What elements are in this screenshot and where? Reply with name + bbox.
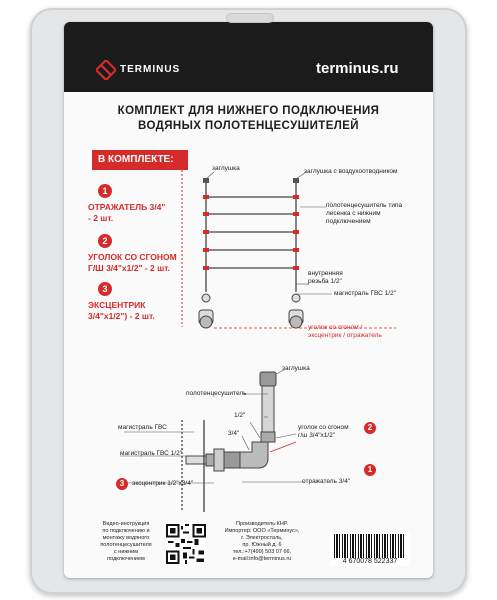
item-1-line-2: - 2 шт. <box>88 213 114 223</box>
label-main-2: магистраль ГВС <box>118 424 167 431</box>
label-thread-2: резьба 1/2" <box>308 278 342 285</box>
label-reflector: отражатель 3/4" <box>302 478 351 485</box>
item-2-line-1: УГОЛОК СО СГОНОМ <box>88 252 177 262</box>
item-3-line-1: ЭКСЦЕНТРИК <box>88 300 146 310</box>
label-half: 1/2" <box>234 412 246 419</box>
item-number-1: 1 <box>98 184 112 198</box>
label-dryer-type-2: лесенка с нижним <box>326 210 381 217</box>
label-dryer-type-3: подключением <box>326 218 371 225</box>
manufacturer-info <box>212 521 312 563</box>
maker-line-2: Импортер: ООО «Терминус», <box>224 528 300 534</box>
label-three-quarter: 3/4" <box>228 430 240 437</box>
maker-line-3: г. Электросталь, <box>241 535 283 541</box>
label-dryer-type-1: полотенцесушитель типа <box>326 202 403 209</box>
item-3-line-2: 3/4"х1/2") - 2 шт. <box>88 311 155 321</box>
brand-name: TERMINUS <box>120 64 181 75</box>
label-fittings-2: эксцентрик / отражатель <box>308 332 382 339</box>
item-2-line-2: Г/Ш 3/4"х1/2" - 2 шт. <box>88 263 171 273</box>
video-instruction <box>88 521 164 563</box>
maker-line-1: Производитель:КНР. <box>235 521 288 527</box>
label-corner-2: г/ш 3/4"х1/2" <box>298 432 336 439</box>
label-fittings-1: уголок со сгоном / <box>308 324 363 331</box>
hang-hole <box>226 13 274 23</box>
package-card <box>64 22 433 578</box>
reflector-number: 1 <box>364 464 376 476</box>
label-dryer-2: полотенцесушитель <box>186 390 247 397</box>
maker-line-4: пр. Южный д. 6 <box>242 542 282 548</box>
item-number-3: 3 <box>98 282 112 296</box>
site-url: terminus.ru <box>316 60 399 77</box>
label-plug: заглушка <box>212 165 240 172</box>
video-line-4: полотенцесушителя <box>100 542 152 548</box>
video-line-5: с нижним <box>114 549 138 555</box>
label-plug-2: заглушка <box>282 365 310 372</box>
barcode-digits: 4 670078 522337 <box>342 558 398 565</box>
kit-badge: В КОМПЛЕКТЕ: <box>92 150 188 170</box>
video-line-2: по подключению и <box>102 528 150 534</box>
item-1-line-1: ОТРАЖАТЕЛЬ 3/4" <box>88 202 166 212</box>
qr-code[interactable] <box>166 524 206 564</box>
barcode-bars <box>334 534 406 558</box>
label-main: магистраль ГВС 1/2" <box>334 290 397 297</box>
label-thread-1: внутренняя <box>308 270 343 277</box>
eccentric-number: 3 <box>116 478 128 490</box>
corner-number: 2 <box>364 422 376 434</box>
label-corner <box>298 424 349 440</box>
label-main-half: магистраль ГВС 1/2" <box>120 450 183 457</box>
video-line-3: монтажу водяного <box>102 535 150 541</box>
title-line-1: КОМПЛЕКТ ДЛЯ НИЖНЕГО ПОДКЛЮЧЕНИЯ <box>117 105 380 117</box>
maker-line-6: e-mail:info@terminus.ru <box>232 556 292 562</box>
title-line-2: ВОДЯНЫХ ПОЛОТЕНЦЕСУШИТЕЛЕЙ <box>138 120 359 132</box>
video-line-1: Видео-инструкция <box>102 521 150 527</box>
label-eccentric: эксцентрик 1/2"х3/4" <box>132 480 194 487</box>
connection-diagram <box>64 22 433 578</box>
maker-line-5: тел.:+7(499) 503 07 66, <box>232 549 292 555</box>
barcode <box>330 532 410 566</box>
label-plug-vent: заглушка с воздухоотводником <box>304 168 398 175</box>
video-line-6: подключением <box>107 556 145 562</box>
item-number-2: 2 <box>98 234 112 248</box>
label-corner-1: уголок со сгоном <box>298 424 349 431</box>
